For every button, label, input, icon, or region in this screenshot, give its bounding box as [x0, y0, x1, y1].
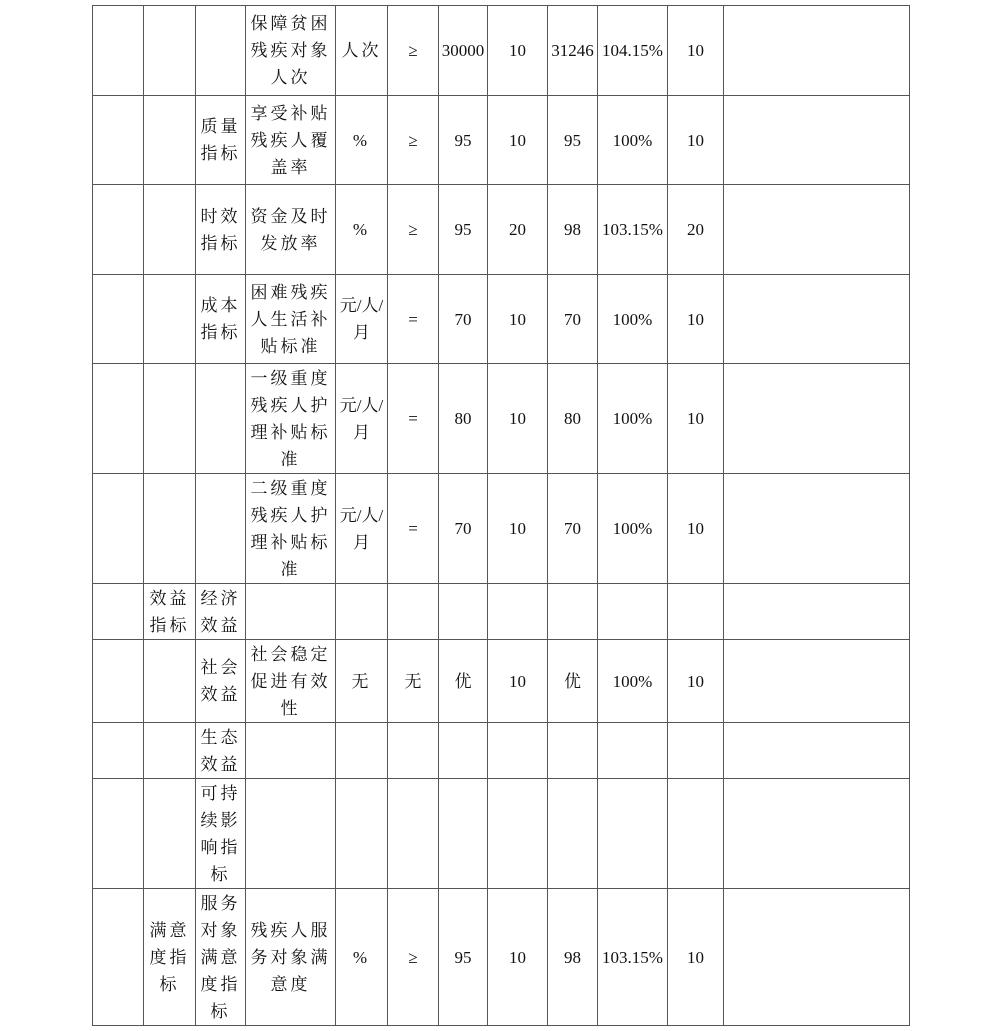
table-cell: 20	[488, 185, 548, 275]
table-cell: 残疾人服务对象满意度	[246, 889, 336, 1026]
table-cell: 元/人/月	[336, 474, 388, 584]
table-cell: =	[388, 275, 439, 364]
table-cell	[144, 275, 196, 364]
table-row	[93, 364, 910, 474]
table-cell: 享受补贴残疾人覆盖率	[246, 96, 336, 185]
table-cell: 10	[488, 889, 548, 1026]
table-cell	[724, 889, 910, 1026]
table-cell: 70	[439, 275, 488, 364]
table-cell: 可持续影响指标	[196, 779, 246, 889]
table-cell: =	[388, 364, 439, 474]
table-cell: 104.15%	[598, 6, 668, 96]
table-cell: 10	[668, 275, 724, 364]
table-cell: 20	[668, 185, 724, 275]
table-cell: ≥	[388, 185, 439, 275]
table-row	[93, 6, 910, 96]
table-cell: 100%	[598, 96, 668, 185]
table-cell: 10	[668, 889, 724, 1026]
table-cell: 经济效益	[196, 584, 246, 640]
table-row	[93, 185, 910, 275]
table-cell: 10	[488, 364, 548, 474]
table-cell: 10	[488, 6, 548, 96]
table-cell: 30000	[439, 6, 488, 96]
table-cell: 10	[488, 275, 548, 364]
table-cell	[724, 779, 910, 889]
table-cell: 100%	[598, 640, 668, 723]
table-cell	[93, 889, 144, 1026]
table-cell	[246, 723, 336, 779]
performance-table	[92, 5, 910, 1026]
table-cell	[668, 779, 724, 889]
table-cell	[144, 364, 196, 474]
table-cell	[439, 723, 488, 779]
table-cell: 保障贫困残疾对象人次	[246, 6, 336, 96]
table-cell: 31246	[548, 6, 598, 96]
table-cell	[724, 723, 910, 779]
table-cell: 效益指标	[144, 584, 196, 640]
table-cell: 质量指标	[196, 96, 246, 185]
table-cell	[724, 6, 910, 96]
table-cell: 10	[488, 640, 548, 723]
table-row	[93, 474, 910, 584]
table-cell	[598, 779, 668, 889]
table-cell: 80	[548, 364, 598, 474]
table-cell: 无	[388, 640, 439, 723]
table-cell: 95	[548, 96, 598, 185]
table-cell: 服务对象满意度指标	[196, 889, 246, 1026]
table-cell	[144, 6, 196, 96]
table-cell	[598, 584, 668, 640]
table-cell: 100%	[598, 474, 668, 584]
table-cell: 生态效益	[196, 723, 246, 779]
table-cell: 70	[548, 474, 598, 584]
table-cell	[144, 723, 196, 779]
table-cell	[439, 779, 488, 889]
table-cell	[598, 723, 668, 779]
table-cell: 100%	[598, 364, 668, 474]
table-cell: 二级重度残疾人护理补贴标准	[246, 474, 336, 584]
table-cell: 优	[439, 640, 488, 723]
table-cell	[336, 723, 388, 779]
table-cell	[93, 779, 144, 889]
table-cell	[93, 640, 144, 723]
table-cell	[668, 584, 724, 640]
table-cell	[488, 723, 548, 779]
table-cell	[144, 96, 196, 185]
table-cell	[144, 640, 196, 723]
table-cell	[548, 584, 598, 640]
table-cell: 元/人/月	[336, 364, 388, 474]
table-cell: ≥	[388, 96, 439, 185]
table-cell: 70	[548, 275, 598, 364]
table-cell: 95	[439, 96, 488, 185]
table-cell	[388, 723, 439, 779]
table-row	[93, 723, 910, 779]
table-cell	[724, 640, 910, 723]
table-cell: 10	[488, 474, 548, 584]
table-cell: 一级重度残疾人护理补贴标准	[246, 364, 336, 474]
table-cell	[388, 584, 439, 640]
table-cell	[548, 779, 598, 889]
table-row	[93, 96, 910, 185]
table-cell: 满意度指标	[144, 889, 196, 1026]
table-cell	[668, 723, 724, 779]
table-cell	[336, 779, 388, 889]
table-cell	[93, 96, 144, 185]
table-cell: 10	[668, 96, 724, 185]
table-cell	[724, 275, 910, 364]
table-cell: 100%	[598, 275, 668, 364]
table-cell	[93, 185, 144, 275]
table-cell: 时效指标	[196, 185, 246, 275]
table-cell: 10	[668, 364, 724, 474]
table-cell: 无	[336, 640, 388, 723]
table-cell: 10	[668, 640, 724, 723]
table-cell: ≥	[388, 6, 439, 96]
table-cell: 成本指标	[196, 275, 246, 364]
table-cell	[246, 584, 336, 640]
table-row	[93, 275, 910, 364]
table-row	[93, 640, 910, 723]
table-cell	[724, 96, 910, 185]
table-cell: 98	[548, 889, 598, 1026]
table-cell: 困难残疾人生活补贴标准	[246, 275, 336, 364]
table-cell	[93, 584, 144, 640]
table-cell	[724, 364, 910, 474]
table-cell: 80	[439, 364, 488, 474]
table-cell: =	[388, 474, 439, 584]
table-cell	[93, 723, 144, 779]
table-cell: 103.15%	[598, 185, 668, 275]
table-cell	[196, 364, 246, 474]
table-row	[93, 779, 910, 889]
table-cell	[548, 723, 598, 779]
table-cell: 95	[439, 185, 488, 275]
table-cell	[196, 6, 246, 96]
table-cell: 社会效益	[196, 640, 246, 723]
table-cell	[144, 185, 196, 275]
table-cell: 人次	[336, 6, 388, 96]
table-cell: ≥	[388, 889, 439, 1026]
table-cell: 10	[668, 474, 724, 584]
table-cell: 98	[548, 185, 598, 275]
table-cell	[388, 779, 439, 889]
table-cell: 103.15%	[598, 889, 668, 1026]
table-cell	[93, 275, 144, 364]
table-cell	[144, 779, 196, 889]
table-cell	[93, 364, 144, 474]
table-row	[93, 584, 910, 640]
table-cell	[246, 779, 336, 889]
table-cell	[93, 6, 144, 96]
table-cell: 10	[668, 6, 724, 96]
table-cell	[488, 584, 548, 640]
table-cell: %	[336, 96, 388, 185]
table-cell: 70	[439, 474, 488, 584]
table-cell	[336, 584, 388, 640]
table-cell	[439, 584, 488, 640]
table-cell: 元/人/月	[336, 275, 388, 364]
table-cell: 社会稳定促进有效性	[246, 640, 336, 723]
table-cell: %	[336, 185, 388, 275]
table-row	[93, 889, 910, 1026]
table-cell	[196, 474, 246, 584]
table-cell	[488, 779, 548, 889]
table-cell: %	[336, 889, 388, 1026]
table-cell: 资金及时发放率	[246, 185, 336, 275]
table-cell	[93, 474, 144, 584]
table-cell: 10	[488, 96, 548, 185]
table-cell	[724, 185, 910, 275]
table-cell	[144, 474, 196, 584]
table-cell	[724, 584, 910, 640]
table-cell: 95	[439, 889, 488, 1026]
table-cell	[724, 474, 910, 584]
table-cell: 优	[548, 640, 598, 723]
